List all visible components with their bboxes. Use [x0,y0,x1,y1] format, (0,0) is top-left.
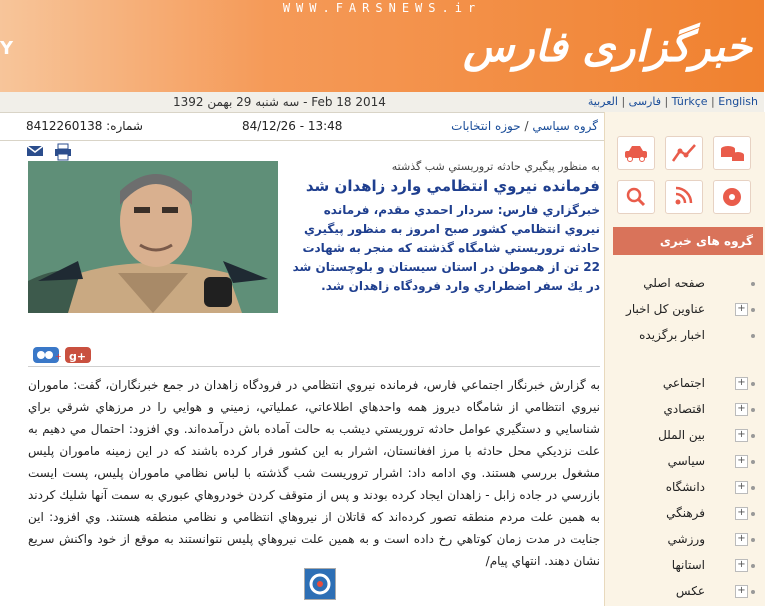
sidebar-item-label: ورزشي [667,532,705,546]
article-photo [28,161,278,313]
sidebar-item-culture[interactable] [605,502,765,526]
expand-icon[interactable]: + [735,559,748,572]
content-divider [28,366,600,367]
news-groups-label: گروه های خبری [659,234,753,248]
cloob-icon[interactable] [33,345,61,365]
svg-text:g+: g+ [68,350,86,363]
article-supertitle: به منظور پيگيري حادثه تروريستي شب گذشته [391,160,600,173]
expand-icon[interactable]: + [735,507,748,520]
header-edge-text: Y [0,38,14,59]
sidebar-item-label: استانها [671,558,705,572]
google-plus-icon[interactable] [65,345,93,365]
news-groups-heading [613,227,763,255]
sidebar-item-label: اخبار برگزيده [639,328,705,342]
sidebar-item-label: بين الملل [658,428,705,442]
article-tools [26,143,78,158]
print-icon[interactable] [54,144,72,158]
sidebar-item-photo[interactable] [605,580,765,604]
sidebar-item-sports[interactable] [605,528,765,552]
rss-icon[interactable] [665,180,703,214]
date-bar [0,92,764,113]
breadcrumb: گروه سياسي / حوزه انتخابات [451,119,598,133]
expand-icon[interactable]: + [735,455,748,468]
sidebar-item-university[interactable] [605,476,765,500]
article-headline: فرمانده نيروي انتظامي وارد زاهدان شد [305,177,600,195]
social-share [33,345,93,365]
sidebar-item-label: عكس [675,584,705,598]
breadcrumb-parent[interactable]: گروه سياسي [532,119,598,133]
language-links: فارسی | العربية | Türkçe | English [587,95,758,108]
breadcrumb-child[interactable]: حوزه انتخابات [451,119,521,133]
sidebar-item-label: فرهنگي [666,506,705,520]
article-lead: خبرگزاري فارس: سردار احمدي مقدم، فرمانده نيروي انتظامي كشور صبح امروز به منظور پيگيري حادثه تروريستي شامگاه گذشته كه منجر به شهادت 22 تن از هموطن در استان سيستان و بلوچستان شد در يك سفر اضطراري وارد فرودگاه زاهدان شد. [292,203,600,293]
lang-farsi[interactable]: فارسی [628,95,661,108]
sidebar-item-home[interactable] [605,272,765,296]
expand-icon[interactable]: + [735,377,748,390]
lang-arabic[interactable]: العربية [587,95,618,108]
app-share-icon[interactable] [304,568,336,600]
article-info-bar [0,112,604,141]
site-header [0,0,764,92]
expand-icon[interactable]: + [735,303,748,316]
sidebar-item-economy[interactable] [605,398,765,422]
coins-icon[interactable] [713,136,751,170]
sidebar-item-label: صفحه اصلي [643,276,705,290]
sidebar-item-provinces[interactable] [605,554,765,578]
sidebar-item-international[interactable] [605,424,765,448]
article-body: به گزارش خبرنگار اجتماعي فارس، فرمانده نيروي انتظامي در فرودگاه زاهدان در جمع خبرنگاران، گفت: ماموران نيروي انتظامي از شامگاه ديروز همه واحدهاي اطلاعاتي، عملياتي، زميني و هوايي را در مرزهاي شرقي براي شناسايي و دستگيري عوامل حادثه تروريستي ديشب به حالت آماده باش درآمده‌اند. وي افزود: احتمال مي دهيم به علت نزديكي محل حادثه با مرز افغانستان، اشرار به اين كشور فرار كرده باشند كه در اين زمينه ماموران پليس مشغول بررسي هستند. وي ادامه داد: اشرار تروريست شب گذشته با لباس نظامي ماموران پليس، پست ايست بازرسي در جاده زابل - زاهدان ايجاد كرده بودند و پس از متوقف كردن خودروهاي عبوري به سمت آنها شليك كردند به همين علت مردم منطقه تصور كرده‌اند كه قاتلان از نيروهاي انتظامي و نظامي منطقه هستند. وي افزود: اين جنايت در مدت زمان كوتاهي رخ داده است و به همين علت نيروهاي پليس نتوانستند به موقع از خود واكنش سريع نشان دهند. انتهاي پيام/ [28,378,600,568]
site-logo[interactable]: خبرگزاری فارس [463,22,752,71]
search-icon[interactable] [617,180,655,214]
article-number: 8412260138 :شماره [26,119,143,133]
article-lead-block [292,160,600,296]
site-url: WWW.FARSNEWS.ir [282,1,482,15]
sidebar-item-featured[interactable] [605,324,765,348]
sidebar-item-social[interactable] [605,372,765,396]
sidebar-item-all-headlines[interactable] [605,298,765,322]
ball-icon[interactable] [713,180,751,214]
email-icon[interactable] [26,144,44,158]
svg-text:+: + [55,352,62,361]
lang-turkish[interactable]: Türkçe [671,95,708,108]
sidebar-item-label: اقتصادي [663,402,705,416]
sidebar [604,112,765,606]
article-time: 84/12/26 - 13:48 [242,119,343,133]
sidebar-item-label: اجتماعي [662,376,705,390]
sidebar-item-label: عناوين كل اخبار [626,302,705,316]
sidebar-item-label: دانشگاه [665,480,705,494]
expand-icon[interactable]: + [735,585,748,598]
expand-icon[interactable]: + [735,481,748,494]
chart-icon[interactable] [665,136,703,170]
expand-icon[interactable]: + [735,429,748,442]
expand-icon[interactable]: + [735,403,748,416]
car-icon[interactable] [617,136,655,170]
current-date: سه شنبه 29 بهمن 1392 - Feb 18 2014 [173,95,386,109]
lang-english[interactable]: English [718,95,758,108]
expand-icon[interactable]: + [735,533,748,546]
sidebar-item-label: سياسي [667,454,705,468]
sidebar-item-politics[interactable] [605,450,765,474]
